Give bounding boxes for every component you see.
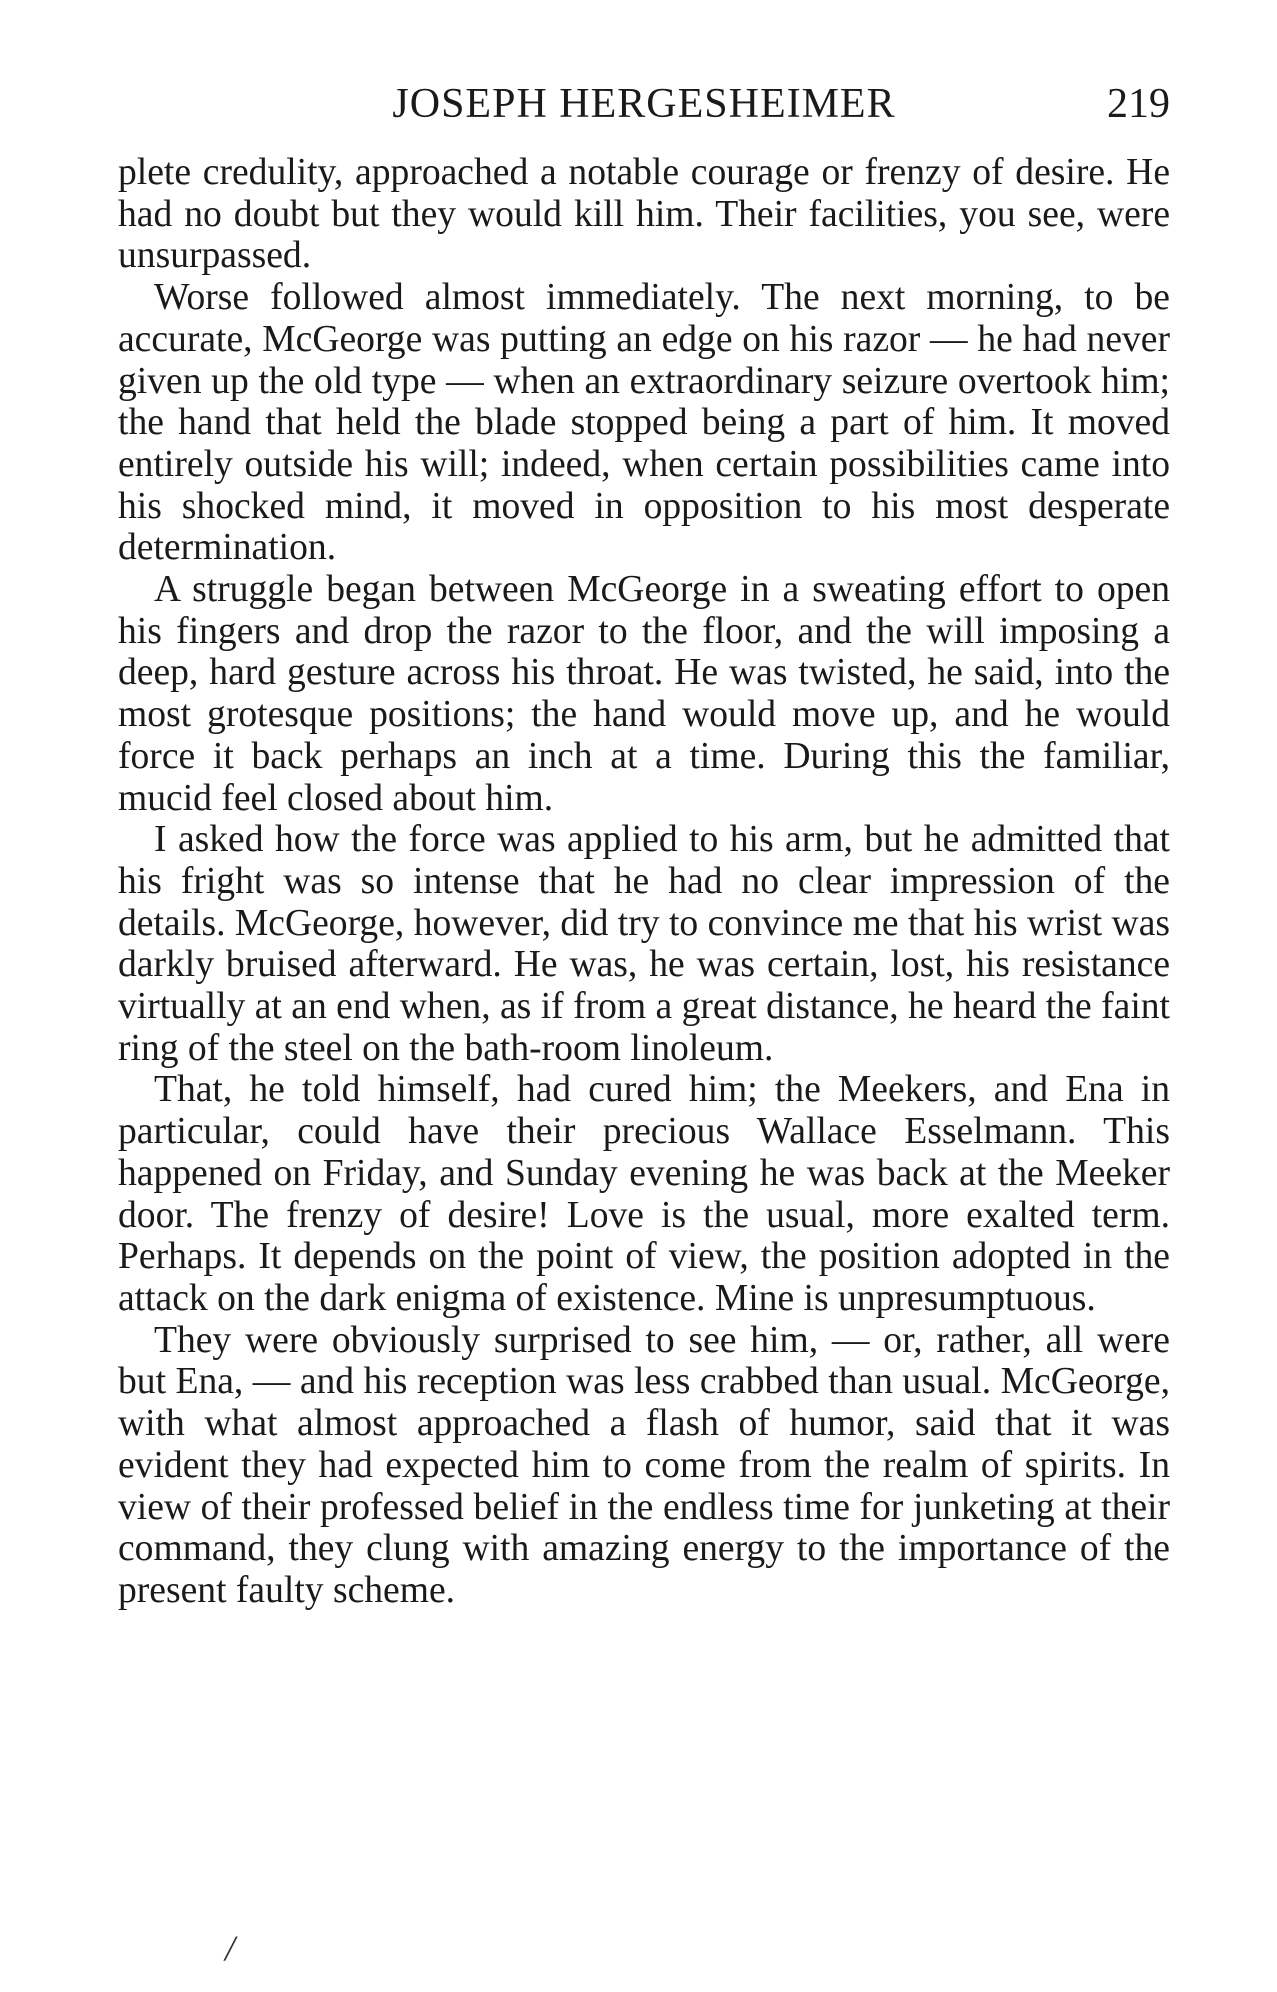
paragraph: That, he told himself, had cured him; the Meekers, and Ena in particular, could have their precious Wallace Esselmann. This happened on Friday, and Sunday evening he was back at the Meeker door. The frenzy of desire! Love is the usual, more exalted term. Perhaps. It depends on the point of view, the position adopted in the attack on the dark enigma of existence. Mine is unpresumptuous. xyxy=(118,1069,1170,1319)
running-title: JOSEPH HERGESHEIMER xyxy=(392,81,896,127)
page-number: 219 xyxy=(1107,81,1170,127)
paragraph: plete credulity, approached a notable courage or frenzy of desire. He had no doubt but they would kill him. Their facilities, you see, were unsurpassed. xyxy=(118,152,1170,277)
paragraph: Worse followed almost immediately. The next morning, to be accurate, McGeorge was putting an edge on his razor — he had never given up the old type — when an extraordinary seizure overtook him; the hand that held the blade stopped being a part of him. It moved entirely outside his will; indeed, when certain possibilities came into his shocked mind, it moved in opposition to his most desperate determination. xyxy=(118,277,1170,569)
paragraph: I asked how the force was applied to his arm, but he admitted that his fright was so intense that he had no clear impression of the details. McGeorge, however, did try to convince me that his wrist was darkly bruised afterward. He was, he was certain, lost, his resistance virtually at an end when, as if from a great distance, he heard the faint ring of the steel on the bath-room linoleum. xyxy=(118,819,1170,1069)
running-head xyxy=(118,74,1170,134)
paragraph: They were obviously surprised to see him, — or, rather, all were but Ena, — and his reception was less crabbed than usual. McGeorge, with what almost approached a flash of humor, said that it was evident they had expected him to come from the realm of spirits. In view of their professed belief in the endless time for junketing at their command, they clung with amazing energy to the importance of the present faulty scheme. xyxy=(118,1319,1170,1611)
stray-pen-mark: / xyxy=(225,1928,236,1968)
body-text xyxy=(118,152,1170,1612)
paragraph: A struggle began between McGeorge in a sweating effort to open his fingers and drop the razor to the floor, and the will imposing a deep, hard gesture across his throat. He was twisted, he said, into the most grotesque positions; the hand would move up, and he would force it back perhaps an inch at a time. During this the familiar, mucid feel closed about him. xyxy=(118,569,1170,819)
